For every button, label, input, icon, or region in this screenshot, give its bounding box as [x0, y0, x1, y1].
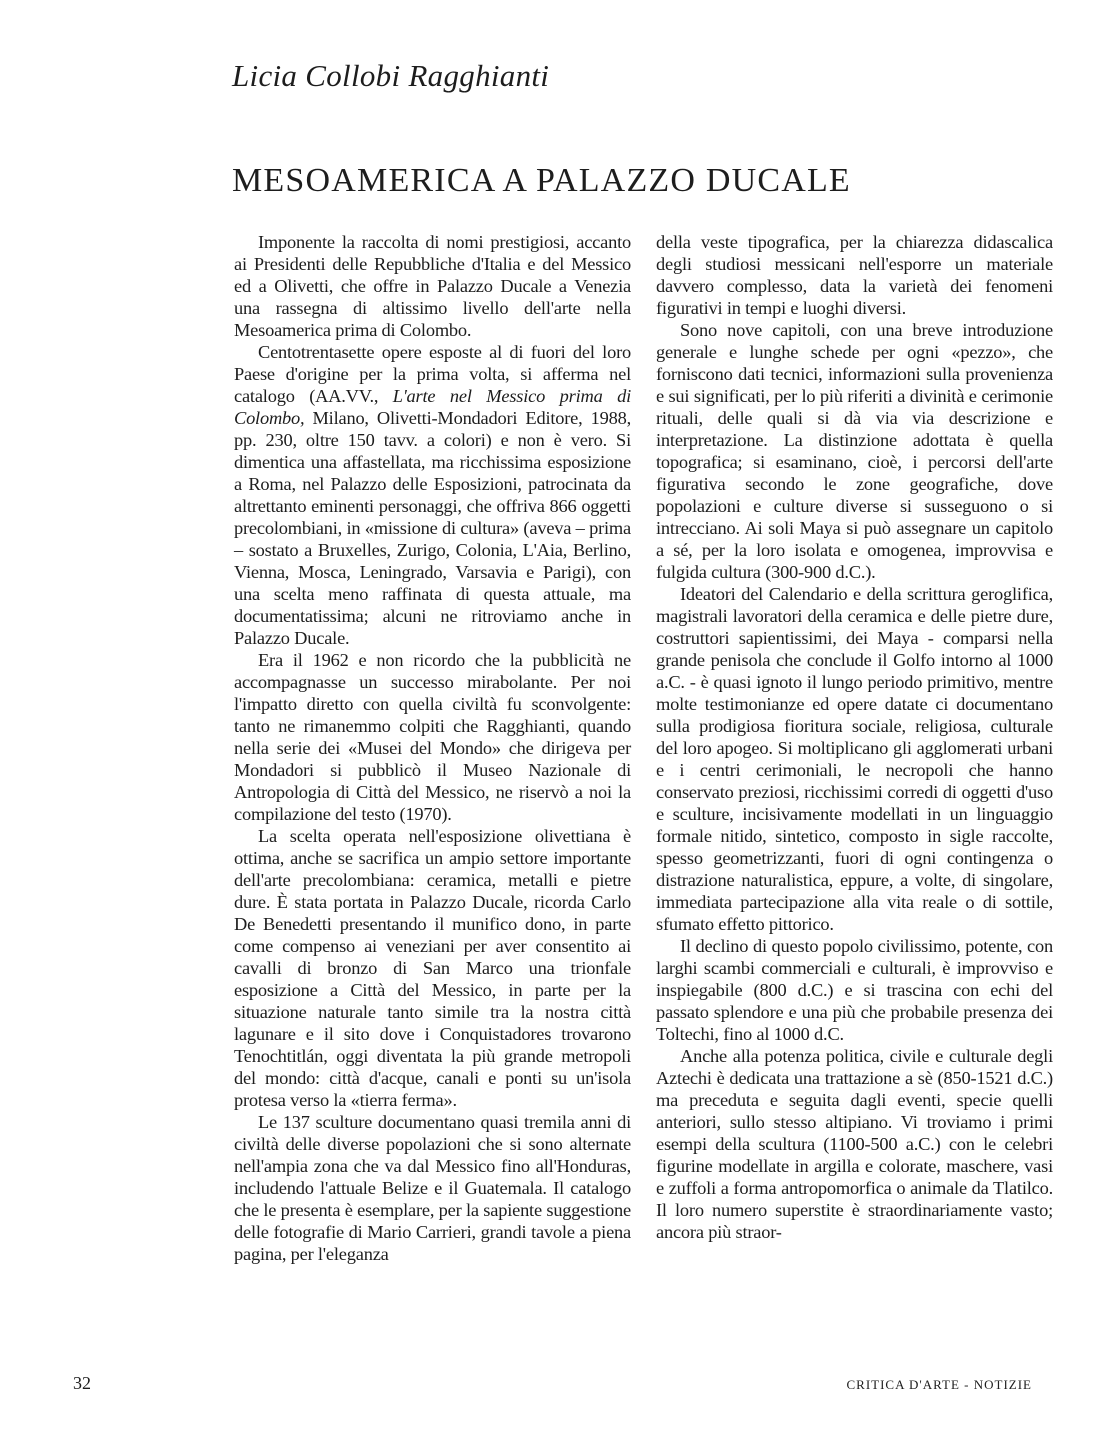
paragraph: della veste tipografica, per la chiarezza didascalica degli studiosi messicani nell'esporre un materiale davvero complesso, data la varietà dei fenomeni figurativi in tempi e luoghi diversi. — [656, 232, 1053, 318]
author-name: Licia Collobi Ragghianti — [232, 58, 550, 93]
paragraph: Imponente la raccolta di nomi prestigiosi, accanto ai Presidenti delle Repubbliche d'Italia e del Messico ed a Olivetti, che offre in Palazzo Ducale a Venezia una rassegna di altissimo livello dell'arte nella Mesoamerica prima di Colombo. — [234, 232, 631, 340]
paragraph: Ideatori del Calendario e della scrittura geroglifica, magistrali lavoratori della ceramica e delle pietre dure, costruttori sapientissimi, dei Maya - comparsi nella grande penisola che conclude il Golfo intorno al 1000 a.C. - è quasi ignoto il lungo periodo primitivo, mentre molte testimonianze ed opere datate ci documentano sulla prodigiosa fioritura sociale, religiosa, culturale del loro apogeo. Si moltiplicano gli agglomerati urbani e i centri cerimoniali, le necropoli che hanno conservato preziosi, ricchissimi corredi di oggetti d'uso e sculture, incisivamente modellati in un linguaggio formale nitido, sintetico, composto in sigle raccolte, spesso geometrizzanti, fuori di ogni contingenza o distrazione naturalistica, eppure, a volte, di singolare, immediata partecipazione alla vita reale o di sottile, sfumato effetto pittorico. — [656, 584, 1053, 934]
left-column — [234, 231, 631, 1265]
paragraph-text: Milano, Olivetti-Mondadori Editore, 1988, pp. 230, oltre 150 tavv. a colori) e non è vero. Si dimentica una affastellata, ma ricchissima esposizione a Roma, nel Palazzo delle Esposizioni, patrocinata da altrettanto eminenti personaggi, che offriva 866 oggetti precolombiani, in «missione di cultura» (aveva – prima – sostato a Bruxelles, Zurigo, Colonia, L'Aia, Berlino, Vienna, Mosca, Leningrado, Varsavia e Parigi), con una scelta meno raffinata di questa attuale, ma documentatissima; alcuni ne ritroviamo anche in Palazzo Ducale. — [234, 408, 631, 648]
catalog-title: L'arte nel Messico prima di Colombo, — [234, 386, 631, 428]
right-column — [656, 231, 1053, 1243]
paragraph: Il declino di questo popolo civilissimo, potente, con larghi scambi commerciali e culturali, è improvviso e inspiegabile (800 d.C.) e si trascina con echi del passato splendore e una più che probabile presenza dei Toltechi, fino al 1000 d.C. — [656, 936, 1053, 1044]
page-number: 32 — [73, 1373, 91, 1393]
paragraph — [234, 341, 631, 649]
paragraph: La scelta operata nell'esposizione olivettiana è ottima, anche se sacrifica un ampio settore importante dell'arte precolombiana: ceramica, metalli e pietre dure. È stata portata in Palazzo Ducale, ricorda Carlo De Benedetti presentando il munifico dono, in parte come compenso ai veneziani per aver consentito ai cavalli di bronzo di San Marco una trionfale esposizione a Città del Messico, in parte per la situazione naturale tanto simile tra la nostra città lagunare e il sito dove i Conquistadores trovarono Tenochtitlán, oggi diventata la più grande metropoli del mondo: città d'acque, canali e ponti su un'isola protesa verso la «tierra ferma». — [234, 826, 631, 1110]
paragraph: Era il 1962 e non ricordo che la pubblicità ne accompagnasse un successo mirabolante. Per noi l'impatto diretto con quella civiltà fu sconvolgente: tanto ne rimanemmo colpiti che Ragghianti, quando nella serie dei «Musei del Mondo» che dirigeva per Mondadori si pubblicò il Museo Nazionale di Antropologia di Città del Messico, ne riservò a noi la compilazione del testo (1970). — [234, 650, 631, 824]
article-title: MESOAMERICA A PALAZZO DUCALE — [232, 162, 851, 199]
paragraph: Sono nove capitoli, con una breve introduzione generale e lunghe schede per ogni «pezzo», che forniscono dati tecnici, informazioni sulla provenienza e sui significati, per lo più riferiti a divinità e cerimonie rituali, delle quali si dà via via descrizione e interpretazione. La distinzione adottata è quella topografica; si esaminano, cioè, i percorsi dell'arte figurativa secondo le zone geografiche, dove popolazioni e culture diverse si susseguono o si intrecciano. Ai soli Maya si può assegnare un capitolo a sé, per la loro isolata e omogenea, improvvisa e fulgida cultura (300-900 d.C.). — [656, 320, 1053, 582]
paragraph: Le 137 sculture documentano quasi tremila anni di civiltà delle diverse popolazioni che si sono alternate nell'ampia zona che va dal Messico fino all'Honduras, includendo l'attuale Belize e il Guatemala. Il catalogo che le presenta è esemplare, per la sapiente suggestione delle fotografie di Mario Carrieri, grandi tavole a piena pagina, per l'eleganza — [234, 1112, 631, 1264]
paragraph-text: Centotrentasette opere esposte al di fuori del loro Paese d'origine per la prima volta, si afferma nel catalogo (AA.VV., — [234, 342, 631, 406]
paragraph: Anche alla potenza politica, civile e culturale degli Aztechi è dedicata una trattazione a sè (850-1521 d.C.) ma preceduta e seguita dagli eventi, specie quelli anteriori, sullo stesso altipiano. Vi troviamo i primi esempi della scultura (1100-500 a.C.) con le celebri figurine modellate in argilla e colorate, maschere, vasi e zuffoli a forma antropomorfica o animale da Tlatilco. Il loro numero superstite è straordinariamente vasto; ancora più straor- — [656, 1046, 1053, 1242]
running-footer: CRITICA D'ARTE - NOTIZIE — [846, 1377, 1032, 1392]
